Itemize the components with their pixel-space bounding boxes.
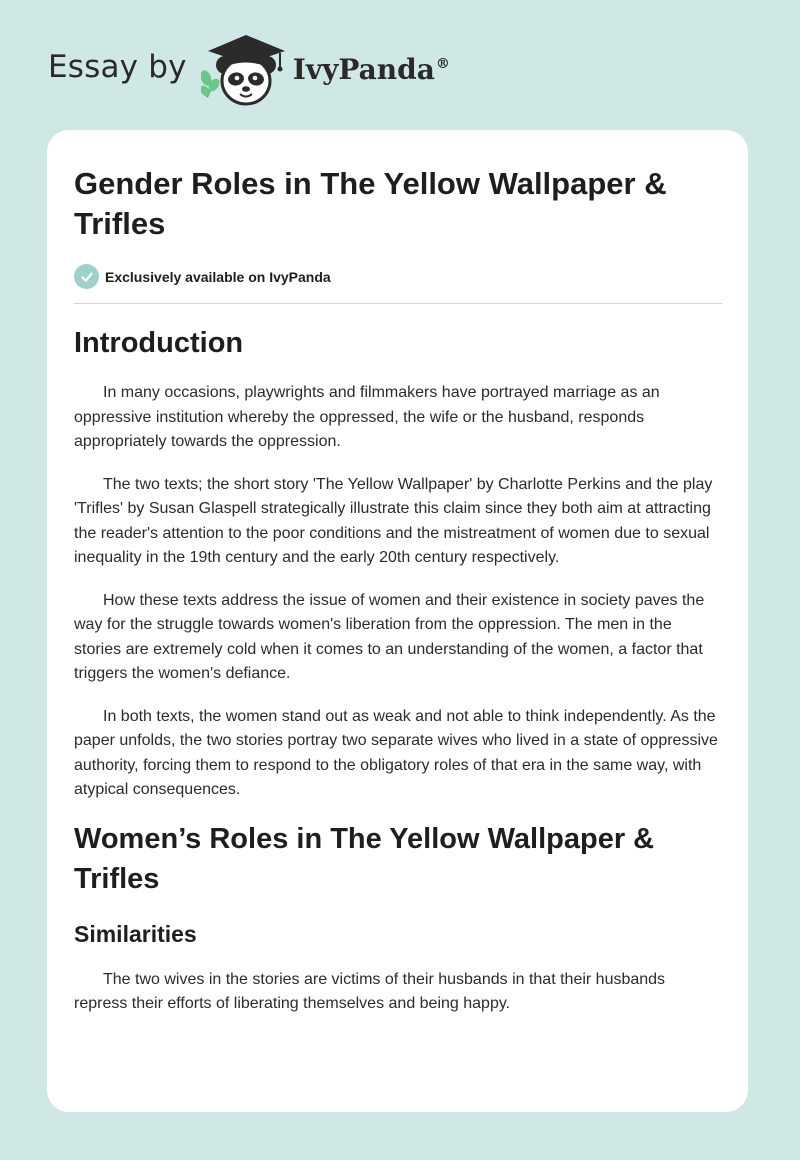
paragraph: How these texts address the issue of women and their existence in society paves the way for the struggle towards women's liberation from the oppression. The men in the stories are extremely cold when it comes to an understanding of the women, a factor that triggers the women's defiance.: [74, 591, 705, 682]
brand-name[interactable]: IvyPanda®: [292, 52, 450, 86]
section-heading-roles: Women’s Roles in The Yellow Wallpaper & Trifles: [74, 822, 655, 895]
exclusive-badge: [74, 264, 331, 289]
divider: [74, 303, 722, 304]
paragraph: In many occasions, playwrights and filmmakers have portrayed marriage as an oppressive institution whereby the oppressed, the wife or the husband, responds appropriately towards the oppression.: [74, 384, 660, 450]
panda-graduate-icon[interactable]: [201, 31, 291, 109]
article-body: [74, 323, 722, 1017]
page-title: Gender Roles in The Yellow Wallpaper & Trifles: [74, 166, 667, 241]
registered-mark: ®: [435, 56, 450, 73]
section-heading-introduction: Introduction: [74, 327, 244, 359]
essay-by-label: Essay by: [48, 49, 187, 85]
subsection-heading-similarities: Similarities: [74, 920, 197, 947]
check-circle-icon: [74, 264, 99, 289]
paragraph: In both texts, the women stand out as weak and not able to think independently. As the paper unfolds, the two stories portray two separate wives who lived in a state of oppressive authority, forcing them to respond to the obligatory roles of that era in the same way, with atypical consequences.: [74, 707, 718, 798]
article-card: [47, 130, 748, 1112]
exclusive-badge-label: Exclusively available on IvyPanda: [105, 268, 331, 285]
paragraph: The two texts; the short story 'The Yellow Wallpaper' by Charlotte Perkins and the play 'Trifles' by Susan Glaspell strategically illustrate this claim since they both aim at attracting the reader's attention to the poor conditions and the mistreatment of women due to sexual inequality in the 19th century and the early 20th century respectively.: [74, 475, 713, 566]
paragraph: The two wives in the stories are victims of their husbands in that their husbands repress their efforts of liberating themselves and being happy.: [74, 970, 666, 1012]
site-header: [48, 30, 450, 110]
